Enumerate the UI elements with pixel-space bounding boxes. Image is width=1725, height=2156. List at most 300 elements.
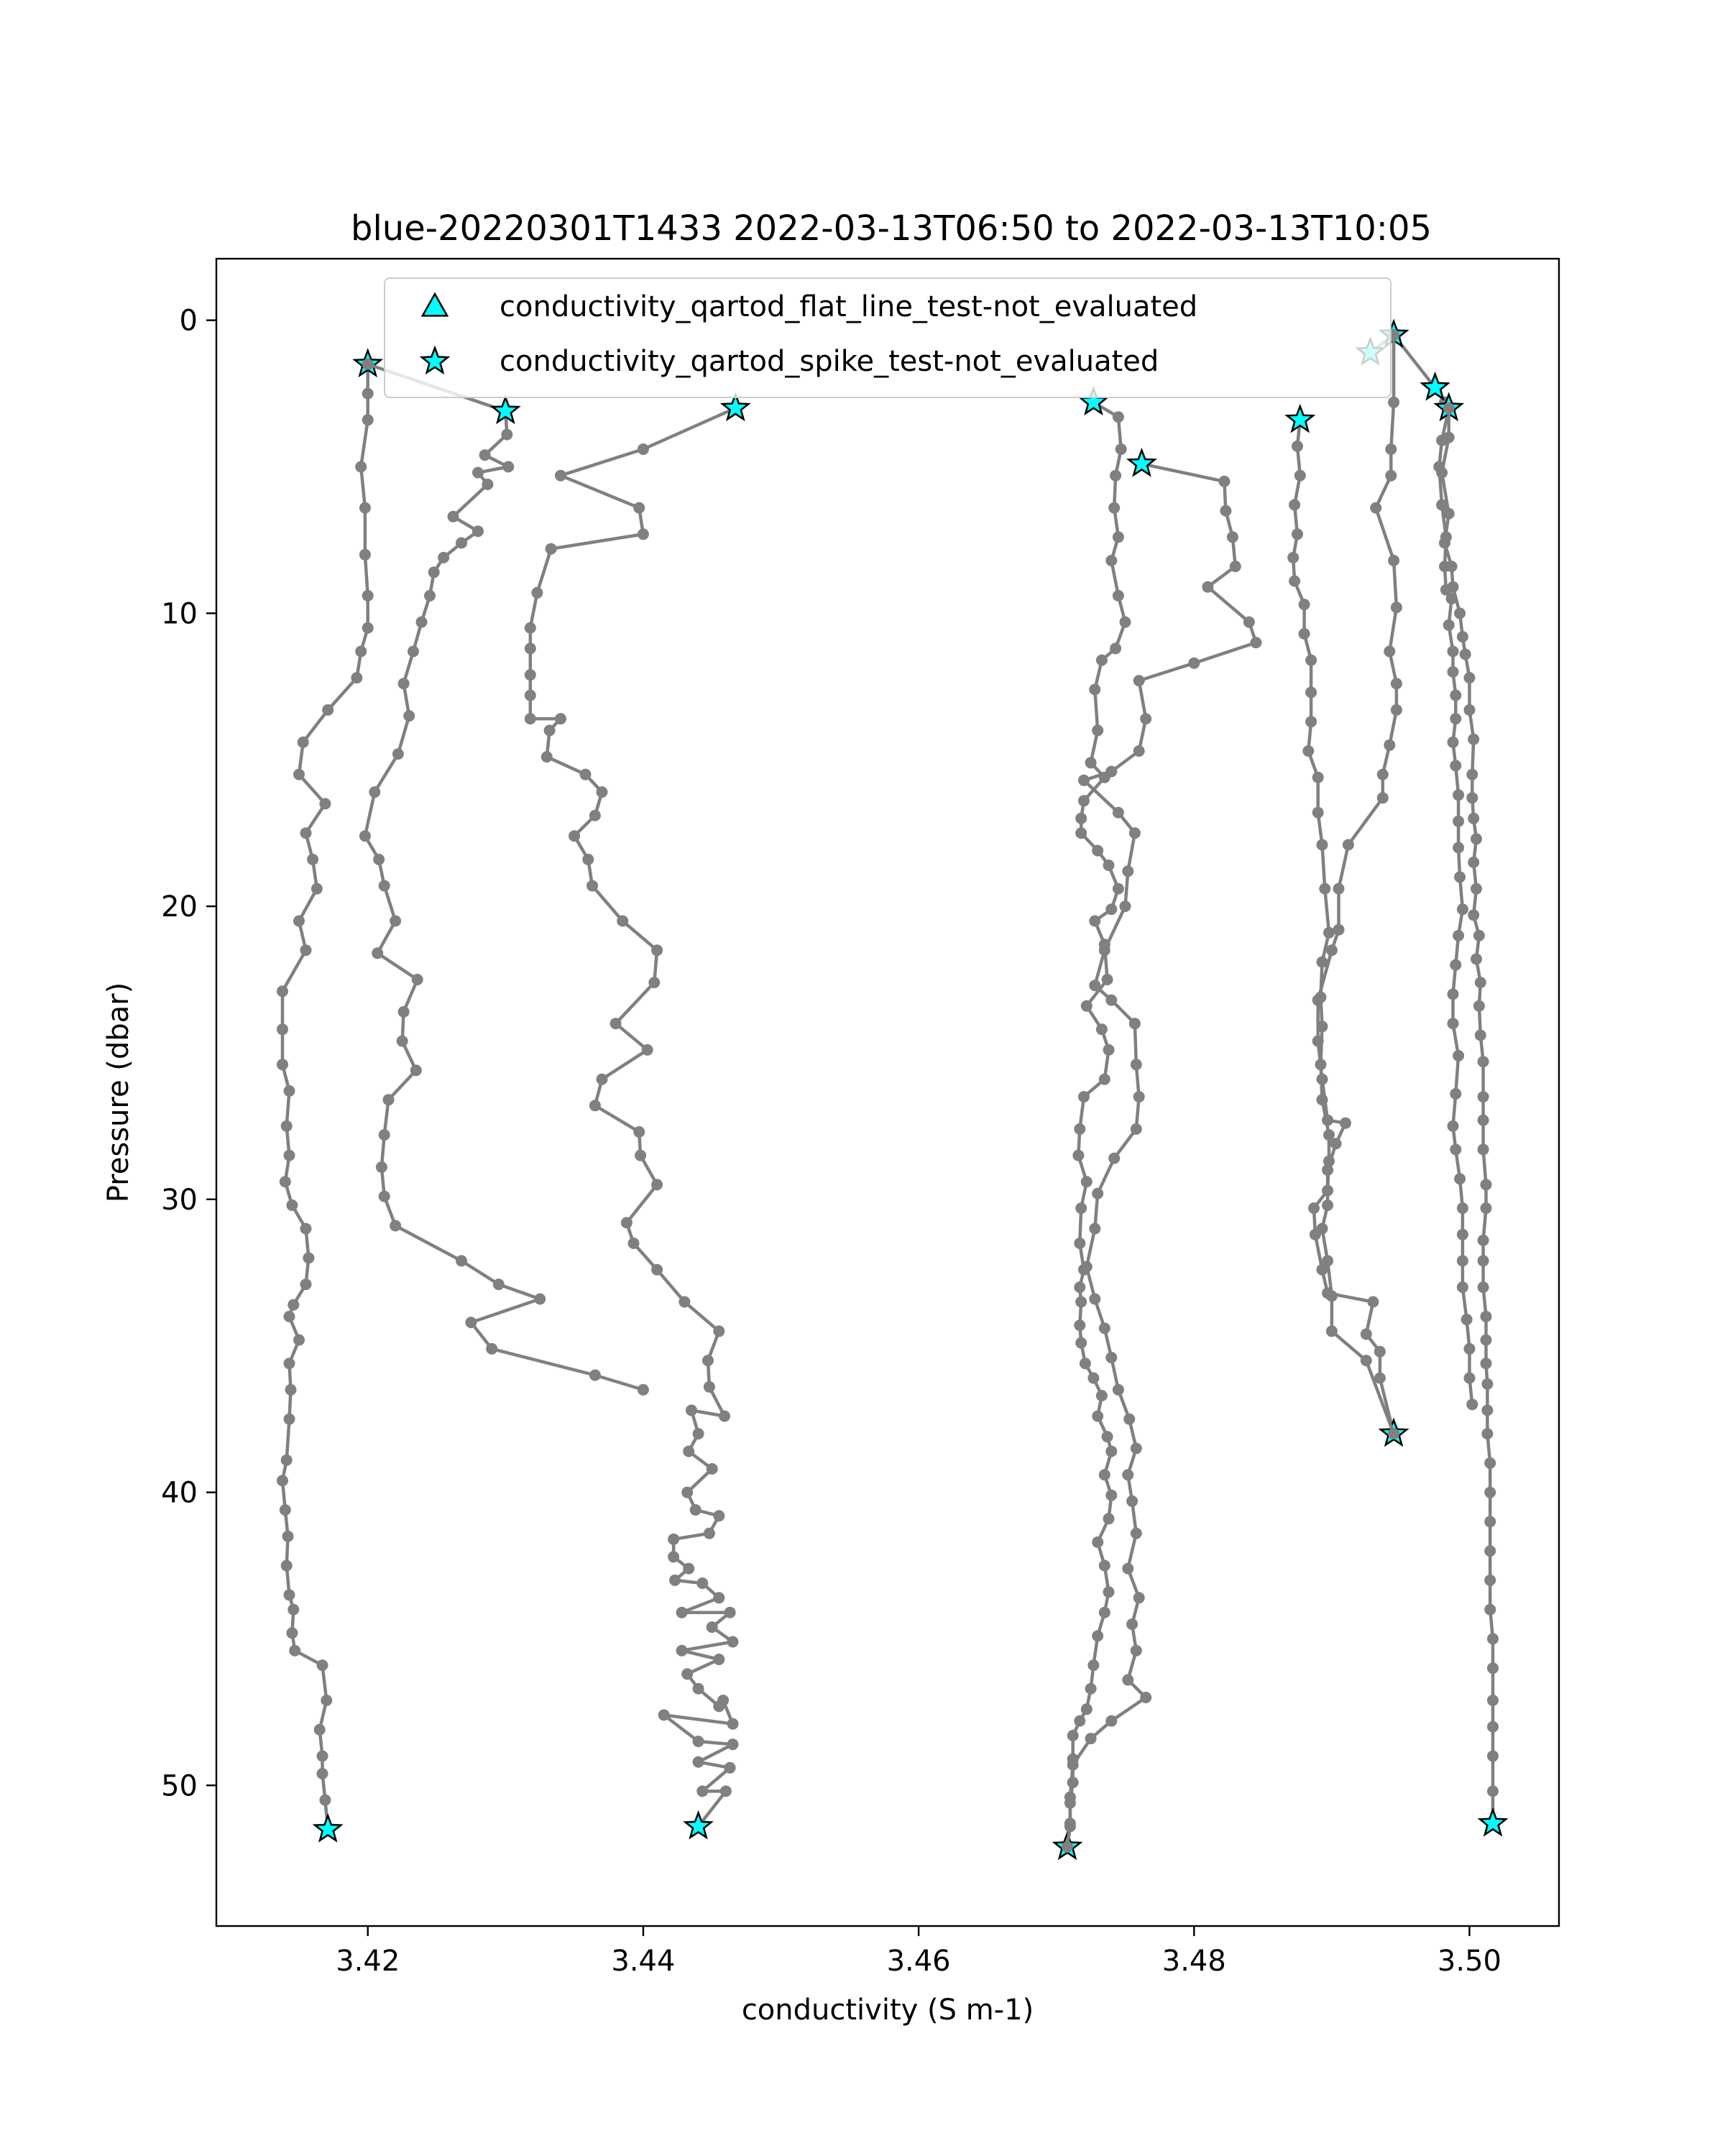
- data-point: [1113, 531, 1124, 543]
- data-point: [1103, 1513, 1115, 1524]
- y-tick-label: 40: [161, 1476, 198, 1510]
- data-point: [319, 1795, 331, 1806]
- data-point: [1468, 813, 1479, 824]
- data-point: [1074, 1715, 1085, 1727]
- data-point: [1133, 1091, 1145, 1102]
- data-point: [1305, 686, 1317, 698]
- data-point: [696, 1785, 708, 1797]
- data-point: [720, 1785, 732, 1797]
- data-point: [1317, 839, 1328, 851]
- data-point: [1105, 995, 1117, 1006]
- data-point: [383, 1094, 395, 1105]
- data-point: [1113, 883, 1124, 895]
- data-point: [1133, 1592, 1145, 1603]
- data-point: [1322, 1199, 1333, 1211]
- data-point: [1096, 1023, 1108, 1035]
- data-point: [298, 737, 309, 748]
- data-point: [390, 916, 401, 927]
- data-point: [486, 1343, 497, 1355]
- data-point: [713, 1510, 724, 1521]
- y-tick-label: 30: [161, 1183, 198, 1217]
- data-point: [284, 1414, 295, 1425]
- data-point: [1388, 555, 1399, 566]
- data-point: [713, 1654, 724, 1665]
- data-point: [676, 1645, 688, 1657]
- data-point: [300, 827, 312, 839]
- data-point: [696, 1577, 708, 1589]
- data-point: [456, 1255, 467, 1266]
- data-point: [1391, 678, 1402, 689]
- data-point: [479, 449, 491, 461]
- data-point: [502, 461, 514, 473]
- data-point: [1113, 807, 1124, 819]
- data-point: [1312, 1036, 1324, 1047]
- data-point: [1116, 443, 1127, 455]
- data-point: [1064, 1792, 1076, 1803]
- data-point: [1312, 772, 1324, 783]
- data-point: [1113, 590, 1124, 602]
- data-point: [1075, 1337, 1087, 1349]
- data-point: [311, 883, 323, 895]
- data-point: [300, 1279, 312, 1290]
- data-point: [1481, 1202, 1492, 1214]
- data-point: [1218, 476, 1230, 487]
- data-point: [676, 1607, 688, 1618]
- data-point: [1374, 1346, 1386, 1358]
- data-point: [1092, 1411, 1103, 1422]
- data-point: [525, 690, 536, 701]
- data-point: [1457, 1255, 1468, 1266]
- data-point: [1450, 959, 1461, 971]
- data-point: [1067, 1730, 1079, 1741]
- data-point: [1322, 1115, 1333, 1126]
- y-tick-label: 20: [161, 890, 198, 924]
- data-point: [531, 587, 543, 599]
- data-point: [642, 1044, 653, 1056]
- data-point: [1322, 1255, 1333, 1266]
- data-point: [493, 1279, 505, 1290]
- data-point: [1466, 1399, 1478, 1410]
- x-tick-label: 3.44: [611, 1945, 676, 1978]
- data-point: [286, 1199, 298, 1211]
- data-point: [1089, 1223, 1100, 1235]
- data-point: [1085, 1733, 1097, 1744]
- data-point: [555, 713, 566, 724]
- data-point: [1391, 602, 1402, 613]
- data-point: [678, 1296, 690, 1308]
- data-point: [1388, 1428, 1399, 1439]
- data-point: [1081, 1176, 1092, 1187]
- data-point: [1105, 766, 1117, 778]
- data-point: [1110, 642, 1121, 654]
- data-point: [1453, 816, 1464, 827]
- data-point: [303, 1252, 314, 1263]
- data-point: [1333, 883, 1345, 895]
- data-point: [293, 769, 305, 780]
- data-point: [597, 786, 608, 798]
- data-point: [1453, 1050, 1464, 1061]
- data-point: [1289, 576, 1300, 587]
- data-point: [1140, 1692, 1151, 1703]
- data-point: [1391, 704, 1402, 716]
- data-point: [373, 854, 385, 865]
- data-point: [534, 1294, 546, 1305]
- data-point: [456, 538, 467, 549]
- data-point: [438, 552, 449, 563]
- data-point: [1131, 1059, 1142, 1070]
- data-point: [317, 1659, 328, 1671]
- data-point: [1287, 552, 1299, 563]
- data-point: [1448, 737, 1459, 748]
- data-point: [1074, 1281, 1085, 1293]
- data-point: [362, 414, 374, 425]
- data-point: [1453, 930, 1464, 941]
- data-point: [1487, 1721, 1499, 1733]
- data-point: [1487, 1662, 1499, 1674]
- data-point: [1457, 1202, 1468, 1214]
- data-point: [648, 977, 660, 988]
- data-point: [1384, 740, 1395, 751]
- y-axis-label: Pressure (dbar): [102, 982, 135, 1203]
- data-point: [293, 1335, 305, 1346]
- data-point: [724, 1762, 736, 1774]
- data-point: [1388, 397, 1399, 408]
- data-point: [1323, 927, 1335, 939]
- data-point: [1096, 655, 1108, 666]
- data-point: [284, 1358, 295, 1369]
- data-point: [300, 1223, 312, 1235]
- data-point: [693, 1756, 704, 1768]
- data-point: [280, 1504, 291, 1516]
- data-point: [307, 854, 318, 865]
- data-point: [1443, 432, 1455, 443]
- data-point: [1105, 1446, 1117, 1457]
- data-point: [1140, 713, 1151, 724]
- data-point: [1120, 900, 1131, 912]
- data-point: [704, 1528, 715, 1539]
- data-point: [284, 1085, 295, 1097]
- data-point: [683, 1446, 694, 1457]
- data-point: [717, 1695, 729, 1706]
- data-point: [1317, 1074, 1328, 1085]
- data-point: [1481, 1358, 1492, 1369]
- data-point: [1081, 1703, 1092, 1715]
- data-point: [1487, 1751, 1499, 1762]
- data-point: [428, 566, 440, 578]
- data-point: [1099, 1074, 1110, 1085]
- data-point: [1343, 839, 1354, 851]
- y-tick-label: 0: [179, 304, 198, 338]
- data-point: [1471, 954, 1482, 965]
- data-point: [1087, 1373, 1099, 1384]
- data-point: [1085, 1683, 1097, 1695]
- data-point: [1466, 792, 1478, 803]
- data-point: [1478, 1144, 1489, 1156]
- data-point: [589, 1100, 601, 1111]
- data-point: [1312, 995, 1324, 1006]
- data-point: [1230, 561, 1241, 572]
- x-tick-label: 3.48: [1162, 1945, 1226, 1978]
- data-point: [544, 724, 556, 736]
- data-point: [1448, 1018, 1459, 1029]
- data-point: [1126, 1618, 1138, 1630]
- data-point: [1326, 944, 1338, 956]
- data-point: [1326, 1290, 1338, 1302]
- x-tick-label: 3.46: [886, 1945, 951, 1978]
- data-point: [1299, 628, 1310, 640]
- data-point: [610, 1018, 622, 1029]
- data-point: [398, 678, 410, 689]
- data-point: [1473, 1000, 1485, 1012]
- data-point: [1113, 1384, 1124, 1396]
- data-point: [693, 1736, 704, 1747]
- data-point: [1089, 916, 1100, 927]
- data-point: [1075, 813, 1087, 824]
- data-point: [1484, 1575, 1496, 1586]
- data-point: [651, 1179, 663, 1190]
- data-point: [525, 669, 536, 681]
- data-point: [1448, 645, 1459, 657]
- data-point: [362, 359, 374, 370]
- data-point: [416, 617, 428, 628]
- data-point: [1481, 1404, 1493, 1416]
- data-point: [1092, 1188, 1103, 1199]
- data-point: [668, 1534, 679, 1545]
- data-point: [1089, 980, 1100, 991]
- data-point: [1131, 1528, 1142, 1539]
- data-point: [693, 1428, 704, 1439]
- data-point: [369, 786, 380, 798]
- data-point: [635, 1150, 646, 1161]
- data-point: [707, 1463, 718, 1475]
- data-point: [1448, 666, 1459, 678]
- data-point: [1443, 508, 1455, 520]
- data-point: [1471, 833, 1482, 844]
- x-tick-label: 3.42: [336, 1945, 400, 1978]
- data-point: [651, 944, 663, 956]
- data-point: [1188, 658, 1200, 669]
- data-point: [284, 1150, 295, 1161]
- data-point: [1120, 617, 1131, 628]
- data-point: [1446, 561, 1458, 572]
- data-point: [525, 622, 536, 634]
- data-point: [1481, 1378, 1493, 1390]
- data-point: [1074, 1238, 1085, 1249]
- data-point: [1202, 581, 1213, 593]
- data-point: [1122, 1469, 1133, 1480]
- data-point: [281, 1120, 293, 1132]
- data-point: [1450, 690, 1461, 701]
- data-point: [1103, 860, 1115, 871]
- data-point: [719, 1411, 730, 1422]
- data-point: [1443, 619, 1455, 631]
- data-point: [1450, 1144, 1461, 1156]
- data-point: [1466, 769, 1478, 780]
- data-point: [713, 1592, 724, 1603]
- data-point: [1089, 683, 1100, 695]
- data-point: [1454, 607, 1466, 619]
- data-point: [1436, 467, 1448, 479]
- y-tick-label: 10: [161, 597, 198, 631]
- data-point: [355, 461, 367, 473]
- data-point: [686, 1404, 697, 1416]
- data-point: [317, 1768, 328, 1779]
- data-point: [1122, 1674, 1133, 1686]
- data-point: [1487, 1633, 1499, 1644]
- data-point: [1092, 1537, 1103, 1548]
- data-point: [1089, 1294, 1100, 1305]
- data-point: [681, 1487, 693, 1498]
- data-point: [1108, 1153, 1120, 1164]
- data-point: [359, 549, 371, 561]
- data-point: [372, 947, 383, 959]
- data-point: [362, 388, 374, 400]
- data-point: [1484, 1604, 1496, 1616]
- data-point: [501, 429, 512, 441]
- data-point: [1099, 1607, 1110, 1618]
- data-point: [1081, 1261, 1092, 1273]
- data-point: [580, 769, 592, 780]
- data-point: [1478, 1091, 1489, 1102]
- data-point: [724, 1607, 736, 1618]
- data-point: [1468, 734, 1479, 745]
- data-point: [1072, 1150, 1084, 1161]
- data-point: [541, 751, 553, 763]
- data-point: [1103, 1044, 1115, 1056]
- data-point: [1326, 1325, 1338, 1337]
- data-point: [582, 854, 594, 865]
- data-point: [1129, 1018, 1141, 1029]
- data-point: [1243, 617, 1255, 628]
- data-point: [1110, 470, 1121, 482]
- data-point: [1075, 1202, 1087, 1214]
- data-point: [1484, 1545, 1496, 1557]
- legend-label-flat-line: conductivity_qartod_flat_line_test-not_evaluated: [500, 290, 1198, 323]
- data-point: [1487, 1785, 1499, 1797]
- data-point: [1126, 1496, 1138, 1507]
- data-point: [1457, 1229, 1468, 1240]
- data-point: [1464, 1373, 1476, 1384]
- data-point: [1108, 502, 1120, 514]
- data-point: [284, 1311, 295, 1322]
- data-point: [1481, 1311, 1492, 1322]
- data-point: [1448, 988, 1459, 1000]
- data-point: [314, 1724, 326, 1736]
- data-point: [1292, 441, 1303, 452]
- data-point: [321, 1695, 332, 1706]
- data-point: [1105, 903, 1117, 915]
- data-point: [1385, 443, 1397, 455]
- data-point: [1085, 757, 1097, 768]
- y-tick-label: 50: [161, 1769, 198, 1803]
- data-point: [397, 1036, 408, 1047]
- data-point: [1319, 883, 1330, 895]
- data-point: [1131, 1442, 1142, 1454]
- data-point: [1105, 1490, 1117, 1501]
- data-point: [704, 1381, 715, 1393]
- data-point: [1103, 1586, 1115, 1598]
- data-point: [482, 479, 493, 490]
- data-point: [1305, 716, 1317, 727]
- data-point: [1105, 1715, 1117, 1727]
- data-point: [1074, 1319, 1085, 1331]
- data-point: [1478, 1115, 1489, 1126]
- data-point: [633, 502, 645, 514]
- data-point: [1105, 555, 1117, 566]
- data-point: [355, 645, 367, 657]
- data-point: [285, 1384, 297, 1396]
- data-point: [1478, 1281, 1489, 1293]
- data-point: [1129, 827, 1141, 839]
- data-point: [727, 1738, 739, 1750]
- data-point: [424, 590, 436, 602]
- data-point: [472, 525, 484, 537]
- data-point: [525, 642, 536, 654]
- data-point: [1481, 1179, 1492, 1190]
- data-point: [1457, 631, 1468, 642]
- data-point: [286, 1627, 298, 1639]
- data-point: [1473, 930, 1485, 941]
- data-point: [633, 1126, 645, 1138]
- data-point: [1461, 1314, 1473, 1325]
- data-point: [1457, 903, 1468, 915]
- data-point: [597, 1074, 608, 1085]
- data-point: [1087, 1659, 1099, 1671]
- data-point: [1453, 842, 1464, 854]
- data-point: [1448, 1120, 1459, 1132]
- data-point: [1227, 531, 1238, 543]
- data-point: [1361, 1328, 1372, 1340]
- data-point: [1251, 637, 1262, 648]
- data-point: [1122, 1563, 1133, 1575]
- data-point: [1475, 1030, 1486, 1041]
- data-point: [277, 985, 288, 997]
- data-point: [1478, 1235, 1489, 1246]
- data-point: [1370, 502, 1381, 514]
- data-point: [392, 748, 404, 760]
- data-point: [280, 1176, 291, 1187]
- data-point: [1361, 1355, 1372, 1366]
- data-point: [1113, 411, 1124, 423]
- data-point: [713, 1325, 724, 1337]
- data-point: [282, 1531, 294, 1542]
- legend-label-spike: conductivity_qartod_spike_test-not_evaluated: [500, 345, 1159, 378]
- data-point: [1454, 1173, 1466, 1184]
- data-point: [1312, 807, 1324, 819]
- data-point: [1122, 865, 1133, 877]
- data-point: [1105, 1352, 1117, 1363]
- data-point: [1384, 645, 1395, 657]
- data-point: [586, 880, 598, 892]
- data-point: [638, 1384, 649, 1396]
- data-point: [1487, 1695, 1499, 1706]
- x-tick-label: 3.50: [1437, 1945, 1501, 1978]
- data-point: [1460, 648, 1471, 660]
- data-point: [317, 1751, 328, 1762]
- data-point: [289, 1645, 300, 1657]
- data-point: [1302, 745, 1314, 757]
- data-point: [362, 590, 374, 602]
- data-point: [1464, 1343, 1476, 1355]
- data-point: [390, 1220, 401, 1232]
- data-point: [379, 1129, 390, 1141]
- data-point: [1464, 672, 1476, 683]
- data-point: [1131, 1123, 1142, 1135]
- data-point: [1322, 1164, 1333, 1176]
- data-point: [281, 1560, 293, 1572]
- data-point: [589, 1370, 601, 1381]
- data-point: [1377, 792, 1389, 803]
